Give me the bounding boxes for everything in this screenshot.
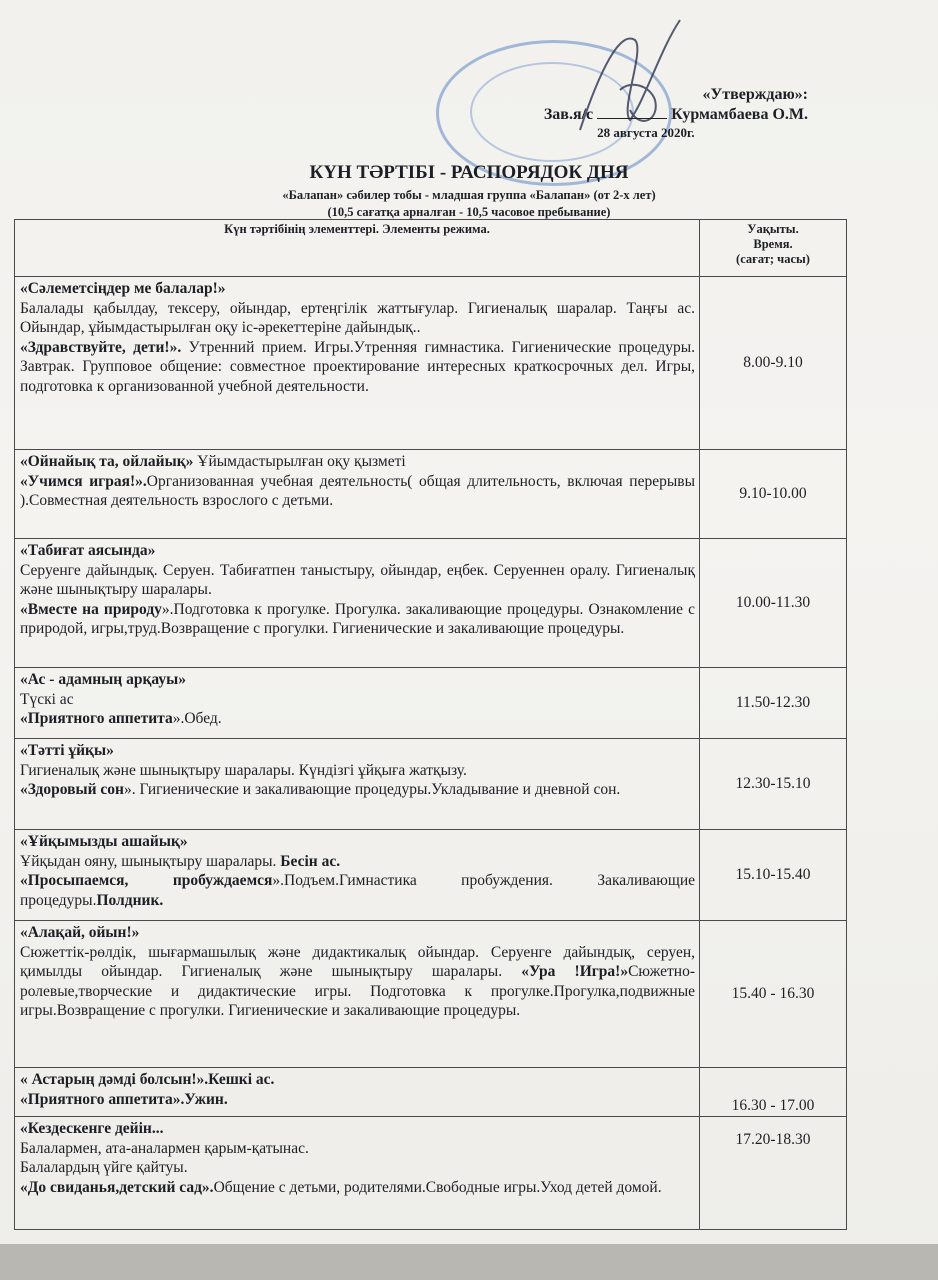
time-cell: 17.20-18.30 [700,1117,847,1230]
time-cell: 15.10-15.40 [700,830,847,921]
time-cell: 10.00-11.30 [700,539,847,668]
table-row: «Ойнайық та, ойлайық» Ұйымдастырылған оқу қызметі «Учимся играя!».Организованная учебная деятельность( общая длительность, включая перерывы ).Совместная деятельность взрослого с детьми. 9.10-10.00 [15,450,847,539]
approval-label: «Утверждаю»: [702,86,808,103]
table-row: «Кездескенге дейін... Балалармен, ата-аналармен қарым-қатынас. Балалардың үйге қайтуы. «До свиданья,детский сад».Общение с детьми, родителями.Свободные игры.Уход детей домой. 17.20-18.30 [15,1117,847,1230]
time-cell: 11.50-12.30 [700,668,847,739]
table-row: «Ас - адамның арқауы» Түскі ас «Приятного аппетита».Обед. 11.50-12.30 [15,668,847,739]
time-cell: 8.00-9.10 [700,277,847,450]
approval-date: 28 августа 2020г. [597,125,695,140]
subtitle-group: «Балапан» сәбилер тобы - младшая группа «Балапан» (от 2-х лет) [282,188,656,202]
time-cell: 15.40 - 16.30 [700,921,847,1068]
table-header-row [15,220,847,277]
time-cell: 9.10-10.00 [700,450,847,539]
header-elements: Күн тәртібінің элементтері. Элементы режима. [15,220,700,277]
subtitle-duration: (10,5 сағатқа арналған - 10,5 часовое пребывание) [327,205,611,219]
approval-position: Зав.я/с [543,106,594,123]
approval-name: Курмамбаева О.М. [671,106,808,123]
table-row: «Алақай, ойын!» Сюжеттік-рөлдік, шығармашылық және дидактикалық ойындар. Серуенге дайындық, серуен, қимылды ойындар. Гигиеналық және шынықтыру шаралары. «Ура !Игра!»Сюжетно-ролевые,творческие и дидактические игры. Подготовка к прогулке.Прогулка,подвижные игры.Возвращение с прогулки. Гигиенические и закаливающие процедуры. 15.40 - 16.30 [15,921,847,1068]
table-row: «Табиғат аясында» Серуенге дайындық. Серуен. Табиғатпен таныстыру, ойындар, еңбек. Серуеннен оралу. Гигиеналық және шынықтыру шаралары. «Вместе на природу».Подготовка к прогулке. Прогулка. закаливающие процедуры. Ознакомление с природой, игры,труд.Возвращение с прогулки. Гигиенические и закаливающие процедуры. 10.00-11.30 [15,539,847,668]
approval-block [544,85,808,141]
table-row: «Тәтті ұйқы» Гигиеналық және шынықтыру шаралары. Күндізгі ұйқыға жатқызу. «Здоровый сон». Гигиенические и закаливающие процедуры.Укладывание и дневной сон. 12.30-15.10 [15,739,847,830]
table-row: « Астарың дәмді болсын!».Кешкі ас. «Приятного аппетита».Ужин. 16.30 - 17.00 [15,1068,847,1117]
page-title: КҮН ТӘРТІБІ - РАСПОРЯДОК ДНЯ [309,162,629,183]
page-edge-shadow [0,1244,938,1280]
header-time: Уақыты. Время. (сағат; часы) [700,220,847,277]
time-cell: 16.30 - 17.00 [700,1068,847,1117]
time-cell: 12.30-15.10 [700,739,847,830]
table-row: «Сәлеметсіңдер ме балалар!» Балалады қабылдау, тексеру, ойындар, ертеңгілік жаттығулар. Гигиеналық шаралар. Таңғы ас. Ойындар, ұйымдастырылған оқу іс-әрекеттеріне дайындық.. «Здравствуйте, дети!». Утренний прием. Игры.Утренняя гимнастика. Гигиенические процедуры. Завтрак. Групповое общение: совместное проектирование интересных краткосрочных дел. Игры, подготовка к организованной учебной деятельности. 8.00-9.10 [15,277,847,450]
table-row: «Ұйқымызды ашайық» Ұйқыдан ояну, шынықтыру шаралары. Бесін ас. «Просыпаемся, пробуждаемся».Подъем.Гимнастика пробуждения. Закаливающие процедуры.Полдник. 15.10-15.40 [15,830,847,921]
schedule-table [14,219,847,1230]
